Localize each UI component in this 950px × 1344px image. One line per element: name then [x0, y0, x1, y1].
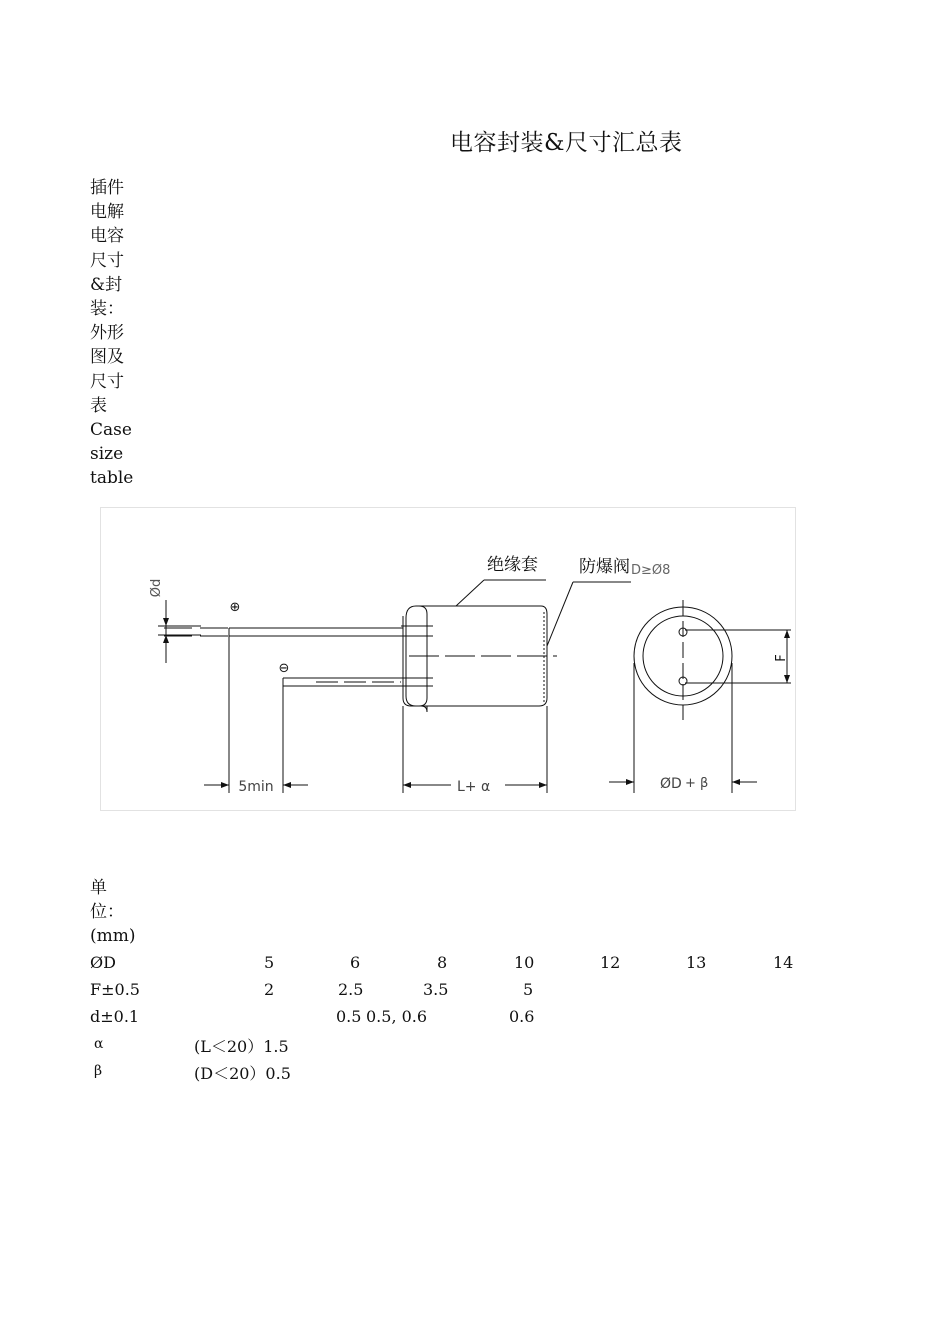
- negative-lead: [279, 661, 403, 793]
- section-label-line: size: [90, 444, 124, 465]
- table-cell: 8: [437, 953, 448, 972]
- section-label-line: &封: [90, 274, 123, 295]
- table-cell: 0.5: [336, 1007, 362, 1026]
- row-label-alpha: α: [94, 1036, 104, 1052]
- minus-sign-icon: ⊖: [278, 661, 290, 676]
- unit-label-line: 位：: [90, 902, 124, 923]
- lead-diameter-label: Ød: [149, 578, 164, 598]
- capacitor-outline-diagram: [100, 507, 796, 811]
- capacitor-body: [401, 606, 557, 793]
- unit-label-line: (mm): [90, 926, 136, 947]
- table-cell: 10: [514, 953, 535, 972]
- section-label-line: 尺寸: [90, 371, 124, 392]
- table-cell: (D＜20）0.5: [194, 1064, 291, 1083]
- table-cell: 5: [523, 980, 534, 999]
- section-label: [90, 176, 134, 491]
- section-label-line: 装：: [90, 299, 124, 320]
- table-cell: 0.5, 0.6: [366, 1007, 428, 1026]
- section-label-line: 外形: [90, 323, 124, 344]
- insulation-sleeve-label: 绝缘套: [487, 555, 538, 574]
- table-cell: 2.5: [338, 980, 364, 999]
- page-title: 电容封装&尺寸汇总表: [450, 130, 683, 156]
- lead-diameter-dimension: [149, 579, 201, 663]
- section-label-line: 电解: [90, 202, 124, 223]
- row-label-beta: β: [94, 1063, 103, 1079]
- table-cell: 14: [773, 953, 794, 972]
- table-cell: 5: [264, 953, 275, 972]
- table-cell: 0.6: [509, 1007, 535, 1026]
- row-label-diameter: ØD: [90, 953, 116, 972]
- section-label-line: 电容: [90, 226, 124, 247]
- vent-condition-label: D≥Ø8: [631, 563, 671, 578]
- section-label-line: 尺寸: [90, 250, 124, 271]
- table-cell: 6: [350, 953, 361, 972]
- diameter-label: ØD: [660, 776, 682, 792]
- table-cell: (L＜20）1.5: [194, 1037, 289, 1056]
- row-label-pitch: F±0.5: [90, 980, 140, 999]
- row-label-lead-dia: d±0.1: [90, 1007, 140, 1026]
- pitch-label: F: [774, 654, 789, 662]
- safety-vent-label: 防爆阀: [579, 557, 630, 576]
- section-label-line: table: [90, 468, 134, 489]
- table-cell: 13: [686, 953, 707, 972]
- lead-gap-label: 5min: [238, 779, 274, 795]
- unit-label: [90, 876, 136, 949]
- plus-sign-icon: ⊕: [229, 600, 241, 615]
- unit-label-line: 单: [90, 878, 107, 898]
- section-label-line: 插件: [90, 178, 124, 198]
- end-view: [634, 600, 791, 793]
- callouts: [456, 555, 670, 646]
- table-cell: 2: [264, 980, 275, 999]
- section-label-line: 图及: [90, 347, 124, 368]
- table-cell: 12: [600, 953, 621, 972]
- length-label: L+ α: [457, 779, 491, 795]
- bottom-dimensions: [204, 776, 757, 795]
- beta-label: + β: [685, 776, 709, 791]
- section-label-line: Case: [90, 420, 132, 441]
- table-cell: 3.5: [423, 980, 449, 999]
- section-label-line: 表: [90, 395, 107, 416]
